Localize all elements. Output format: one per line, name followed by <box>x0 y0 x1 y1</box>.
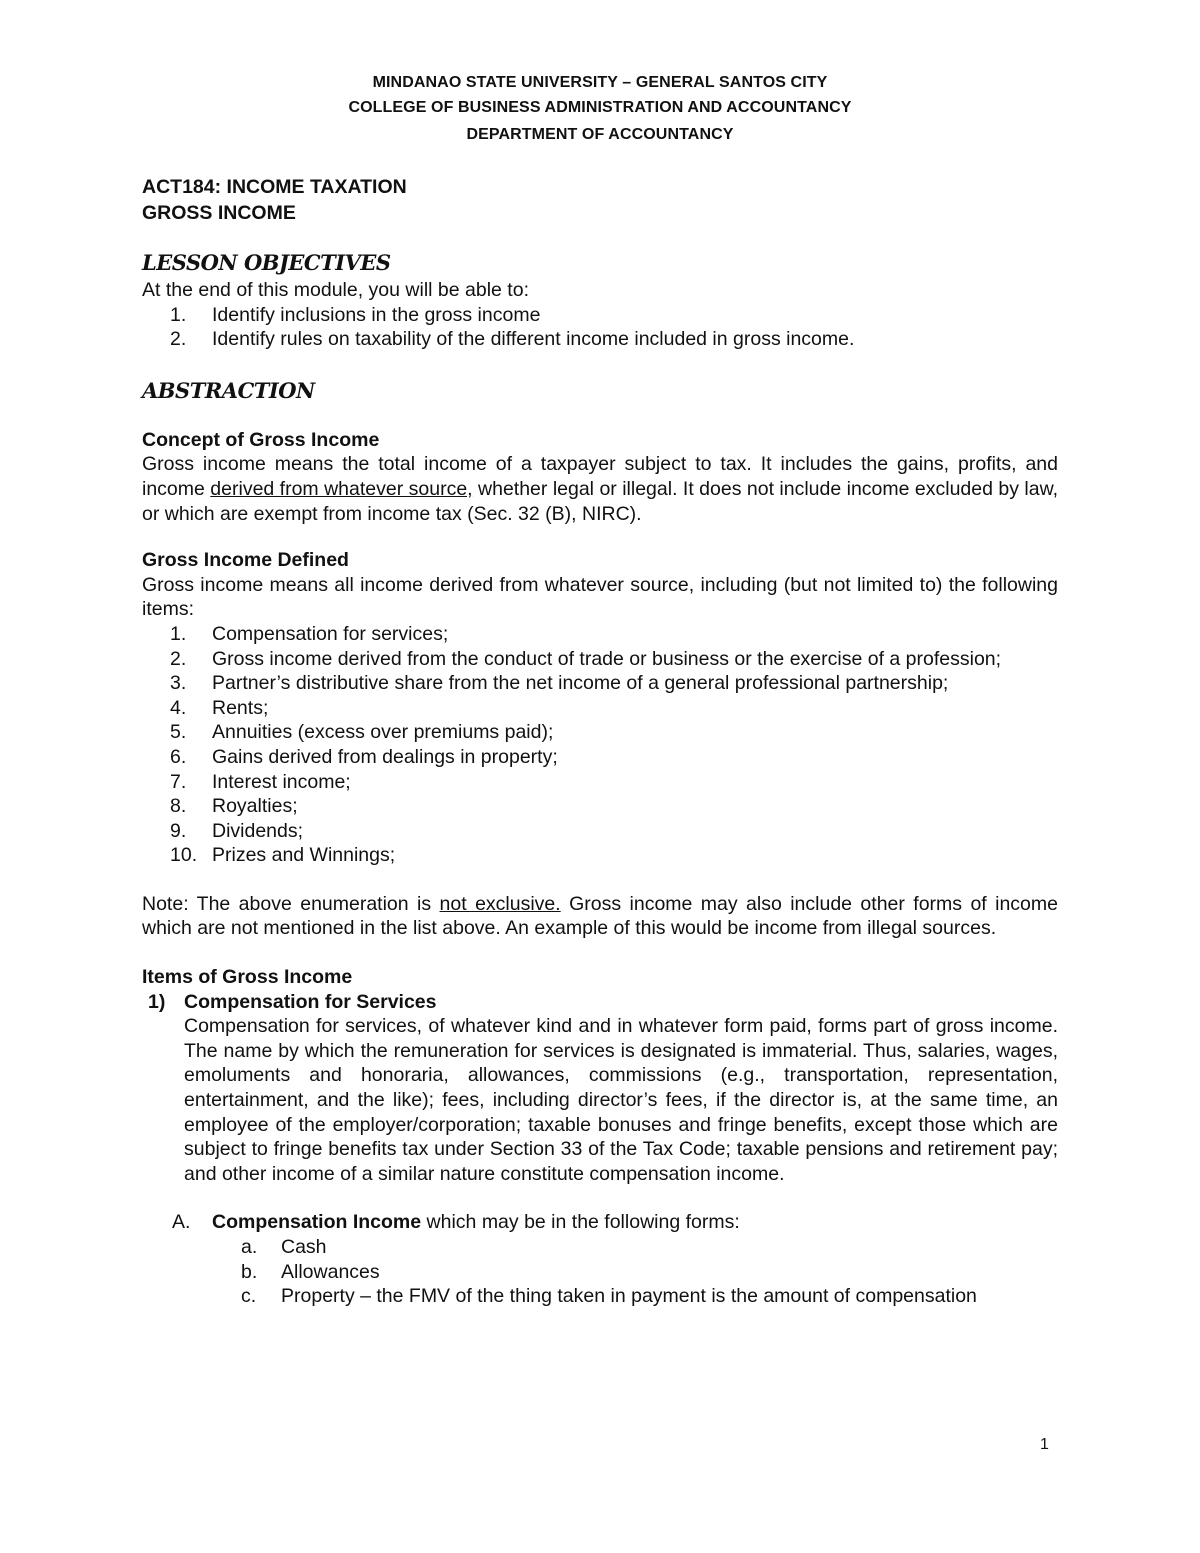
form-letter: c. <box>241 1285 257 1308</box>
sub-bold-text: Compensation Income <box>212 1211 422 1234</box>
defined-intro: Gross income means all income derived from whatever source, including (but not limited to) the following items: <box>142 573 1058 621</box>
concept-heading: Concept of Gross Income <box>142 428 380 451</box>
item-text: Interest income; <box>212 770 351 793</box>
item-number: 6. <box>170 745 187 768</box>
section-number: 1) <box>148 990 166 1013</box>
sub-text: which may be in the following forms: <box>421 1211 740 1234</box>
item-text: Gross income derived from the conduct of trade or business or the exercise of a profession; <box>212 647 1002 670</box>
concept-text-cont: whether legal or illegal. It does not include income excluded by law, or which are exempt from income tax (Sec. 32 (B), NIRC). <box>142 477 1059 525</box>
form-letter: a. <box>241 1236 258 1258</box>
topic-title: GROSS INCOME <box>142 202 296 224</box>
objective-text: Identify rules on taxability of the different income included in gross income. <box>212 328 855 351</box>
list-item <box>142 819 1058 844</box>
form-text: Cash <box>281 1236 327 1258</box>
form-text: Allowances <box>281 1260 380 1283</box>
list-item <box>142 1260 1058 1285</box>
list-item <box>142 647 1058 672</box>
note-text: Note: The above enumeration is <box>142 892 440 915</box>
item-number: 7. <box>170 770 187 793</box>
concept-underlined-text: derived from whatever source, <box>210 477 473 500</box>
list-item <box>142 1284 1058 1309</box>
list-item <box>142 843 1058 868</box>
item-text: Compensation for services; <box>212 622 449 645</box>
item-text: Dividends; <box>212 819 304 842</box>
item-text: Prizes and Winnings; <box>212 844 396 867</box>
page-number: 1 <box>1040 1436 1049 1453</box>
list-item <box>142 696 1058 721</box>
list-item <box>142 671 1058 696</box>
list-item <box>142 794 1058 819</box>
list-item <box>142 622 1058 647</box>
item-text: Partner’s distributive share from the net income of a general professional partnership; <box>212 672 949 695</box>
compensation-heading-text: Compensation for Services <box>184 990 437 1013</box>
concept-paragraph <box>142 452 1058 526</box>
item-number: 2. <box>170 647 187 670</box>
note-underlined-text: not exclusive. <box>439 892 561 915</box>
item-text: Royalties; <box>212 795 298 818</box>
note-text-cont: Gross income may also include other forms of income which are not mentioned in the list above. An example of this would be income from illegal sources. <box>142 892 1058 940</box>
item-number: 5. <box>170 721 187 744</box>
item-number: 10. <box>170 844 198 867</box>
list-item <box>142 745 1058 770</box>
abstraction-heading: ABSTRACTION <box>142 377 315 403</box>
concept-text: Gross income means the total income of a taxpayer subject to tax. It includes the gains, profits, and income <box>142 453 1058 500</box>
objectives-list <box>142 303 1058 352</box>
document-body <box>142 174 1058 1309</box>
items-heading: Items of Gross Income <box>142 966 353 989</box>
course-title: ACT184: INCOME TAXATION <box>142 176 407 198</box>
university-name: MINDANAO STATE UNIVERSITY – GENERAL SANTOS CITY <box>372 74 828 91</box>
compensation-income-subheading <box>142 1210 1058 1235</box>
college-name: COLLEGE OF BUSINESS ADMINISTRATION AND ACCOUNTANCY <box>348 99 852 116</box>
department-name: DEPARTMENT OF ACCOUNTANCY <box>466 126 734 143</box>
compensation-heading <box>142 990 1058 1015</box>
item-number: 1. <box>170 622 187 645</box>
note-paragraph <box>142 892 1058 941</box>
objective-text: Identify inclusions in the gross income <box>212 303 541 326</box>
item-text: Annuities (excess over premiums paid); <box>212 721 554 744</box>
list-item: 1. Identify inclusions in the gross income <box>170 303 541 326</box>
gross-income-items-list <box>142 622 1058 868</box>
list-item <box>142 720 1058 745</box>
list-item <box>142 1235 1058 1260</box>
list-item: 2. Identify rules on taxability of the different income included in gross income. <box>170 328 855 351</box>
item-number: 8. <box>170 795 187 818</box>
compensation-forms-list <box>142 1235 1058 1309</box>
sub-letter: A. <box>172 1211 191 1234</box>
item-text: Rents; <box>212 696 269 719</box>
defined-heading: Gross Income Defined <box>142 549 349 572</box>
list-item <box>142 770 1058 795</box>
compensation-paragraph: Compensation for services, of whatever kind and in whatever form paid, forms part of gross income. The name by which the remuneration for services is designated is immaterial. Thus, salaries, wages, emoluments and honoraria, allowances, commissions (e.g., transportation, representation, entertainment, and the like); fees, including director’s fees, if the director is, at the same time, an employee of the employer/corporation; taxable bonuses and fringe benefits, except those which are subject to fringe benefits tax under Section 33 of the Tax Code; taxable pensions and retirement pay; and other income of a similar nature constitute compensation income. <box>184 1015 1058 1185</box>
form-letter: b. <box>241 1260 258 1283</box>
item-text: Gains derived from dealings in property; <box>212 745 558 768</box>
item-number: 3. <box>170 672 187 695</box>
objectives-heading: LESSON OBJECTIVES <box>142 250 391 275</box>
item-number: 4. <box>170 696 187 719</box>
form-text: Property – the FMV of the thing taken in payment is the amount of compensation <box>281 1285 977 1308</box>
item-number: 9. <box>170 819 187 842</box>
objectives-intro: At the end of this module, you will be able to: <box>142 279 529 301</box>
